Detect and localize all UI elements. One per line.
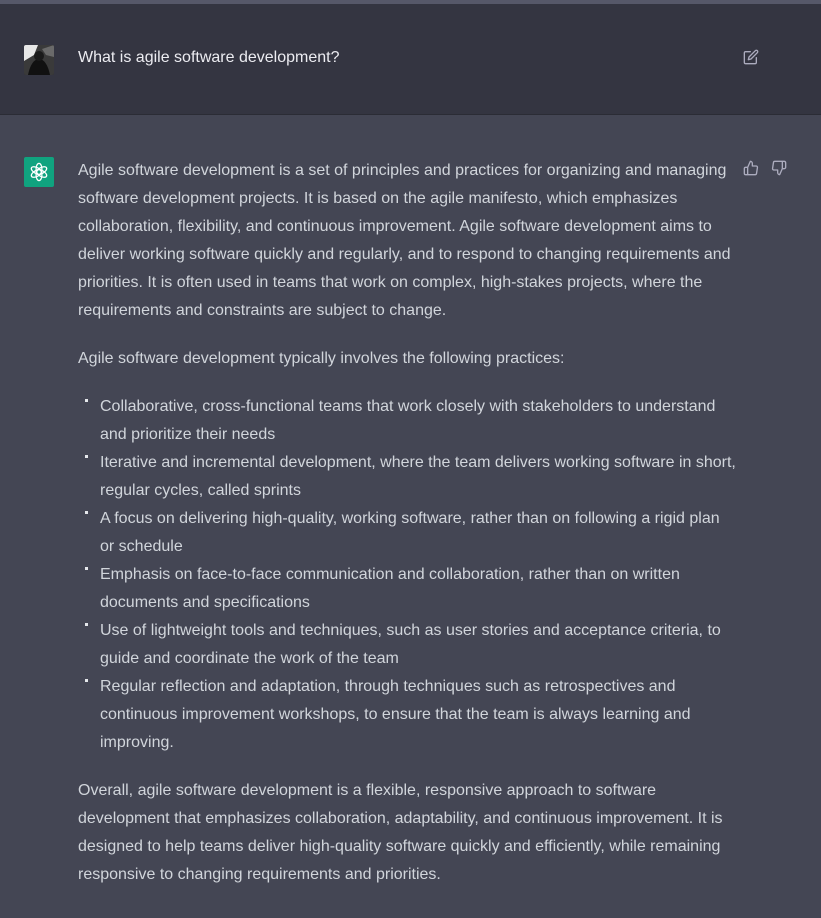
practices-lead-paragraph: Agile software development typically involves the following practices: [78, 350, 565, 367]
list-item: Regular reflection and adaptation, through techniques such as retrospectives and continuous improvement workshops, to ensure that the team is always learning and improving. [100, 673, 736, 757]
user-avatar-photo [24, 45, 54, 75]
list-item: Iterative and incremental development, where the team delivers working software in short, regular cycles, called sprints [100, 449, 736, 505]
answer-intro-paragraph: Agile software development is a set of principles and practices for organizing and managing software development projects. It is based on the agile manifesto, which emphasizes collaboration, flexibility, and continuous improvement. Agile software development aims to deliver working software quickly and regularly, and to respond to changing requirements and priorities. It is often used in teams that work on complex, high-stakes projects, where the requirements and constraints are subject to change. [78, 162, 731, 319]
user-message-text: What is agile software development? [78, 49, 340, 66]
thumbs-up-icon [743, 160, 759, 176]
list-item: A focus on delivering high-quality, working software, rather than on following a rigid plan or schedule [100, 505, 736, 561]
assistant-message-row [0, 115, 821, 918]
practices-list [78, 393, 736, 757]
user-avatar [24, 45, 54, 75]
assistant-avatar [24, 157, 54, 187]
openai-logo-icon [28, 161, 50, 183]
thumbs-down-icon [771, 160, 787, 176]
thumbs-up-button[interactable] [740, 157, 762, 179]
list-item: Emphasis on face-to-face communication and collaboration, rather than on written documents and specifications [100, 561, 736, 617]
answer-summary-paragraph: Overall, agile software development is a flexible, responsive approach to software development that emphasizes collaboration, adaptability, and continuous improvement. It is designed to help teams deliver high-quality software quickly and efficiently, while remaining responsive to changing requirements and priorities. [78, 782, 723, 883]
edit-icon [743, 49, 759, 65]
list-item: Use of lightweight tools and techniques, such as user stories and acceptance criteria, to guide and coordinate the work of the team [100, 617, 736, 673]
list-item: Collaborative, cross-functional teams that work closely with stakeholders to understand and prioritize their needs [100, 393, 736, 449]
edit-message-button[interactable] [740, 46, 762, 68]
assistant-message-content [78, 157, 736, 909]
thumbs-down-button[interactable] [768, 157, 790, 179]
user-message-row [0, 4, 821, 115]
